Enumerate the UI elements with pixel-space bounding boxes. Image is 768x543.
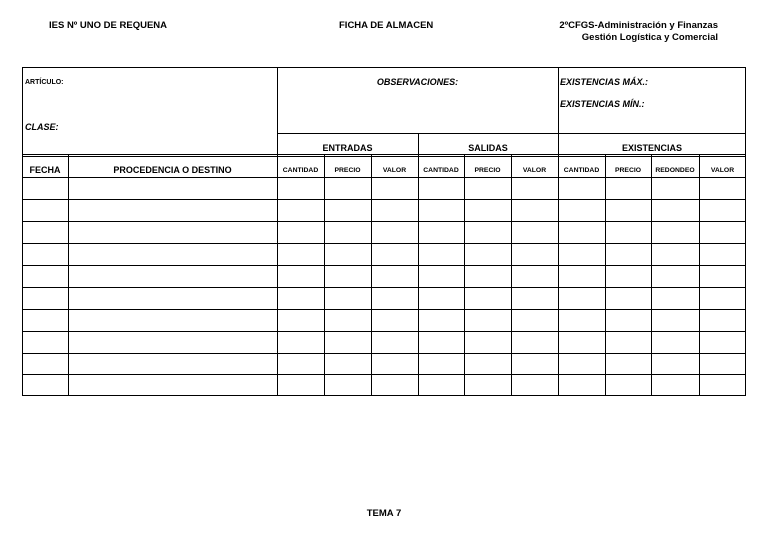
col-existencias-redondeo: REDONDEO bbox=[655, 167, 695, 174]
col-entradas-cantidad: CANTIDAD bbox=[282, 167, 319, 174]
group-entradas: ENTRADAS bbox=[322, 143, 373, 153]
course-line-2: Gestión Logística y Comercial bbox=[581, 32, 718, 43]
col-salidas-precio: PRECIO bbox=[474, 167, 501, 174]
course-line-1: 2ºCFGS-Administración y Finanzas bbox=[559, 20, 718, 31]
clase-label: CLASE: bbox=[25, 122, 59, 132]
col-existencias-valor: VALOR bbox=[710, 167, 735, 174]
document-title: FICHA DE ALMACEN bbox=[339, 20, 434, 31]
school-name: IES Nº UNO DE REQUENA bbox=[49, 20, 168, 31]
col-existencias-precio: PRECIO bbox=[614, 167, 642, 174]
group-existencias: EXISTENCIAS bbox=[621, 143, 682, 153]
col-fecha: FECHA bbox=[29, 165, 61, 175]
col-entradas-valor: VALOR bbox=[382, 167, 407, 174]
footer-tema: TEMA 7 bbox=[366, 508, 402, 519]
col-salidas-cantidad: CANTIDAD bbox=[423, 167, 459, 174]
group-salidas: SALIDAS bbox=[468, 143, 508, 153]
existencias-max-label: EXISTENCIAS MÁX.: bbox=[560, 77, 649, 87]
col-salidas-valor: VALOR bbox=[522, 167, 547, 174]
existencias-min-label: EXISTENCIAS MÍN.: bbox=[560, 99, 645, 109]
table-border bbox=[23, 68, 746, 396]
col-existencias-cantidad: CANTIDAD bbox=[563, 167, 600, 174]
observaciones-label: OBSERVACIONES: bbox=[376, 77, 459, 87]
col-procedencia: PROCEDENCIA O DESTINO bbox=[113, 165, 232, 175]
col-entradas-precio: PRECIO bbox=[334, 167, 361, 174]
articulo-label: ARTÍCULO: bbox=[25, 79, 64, 86]
